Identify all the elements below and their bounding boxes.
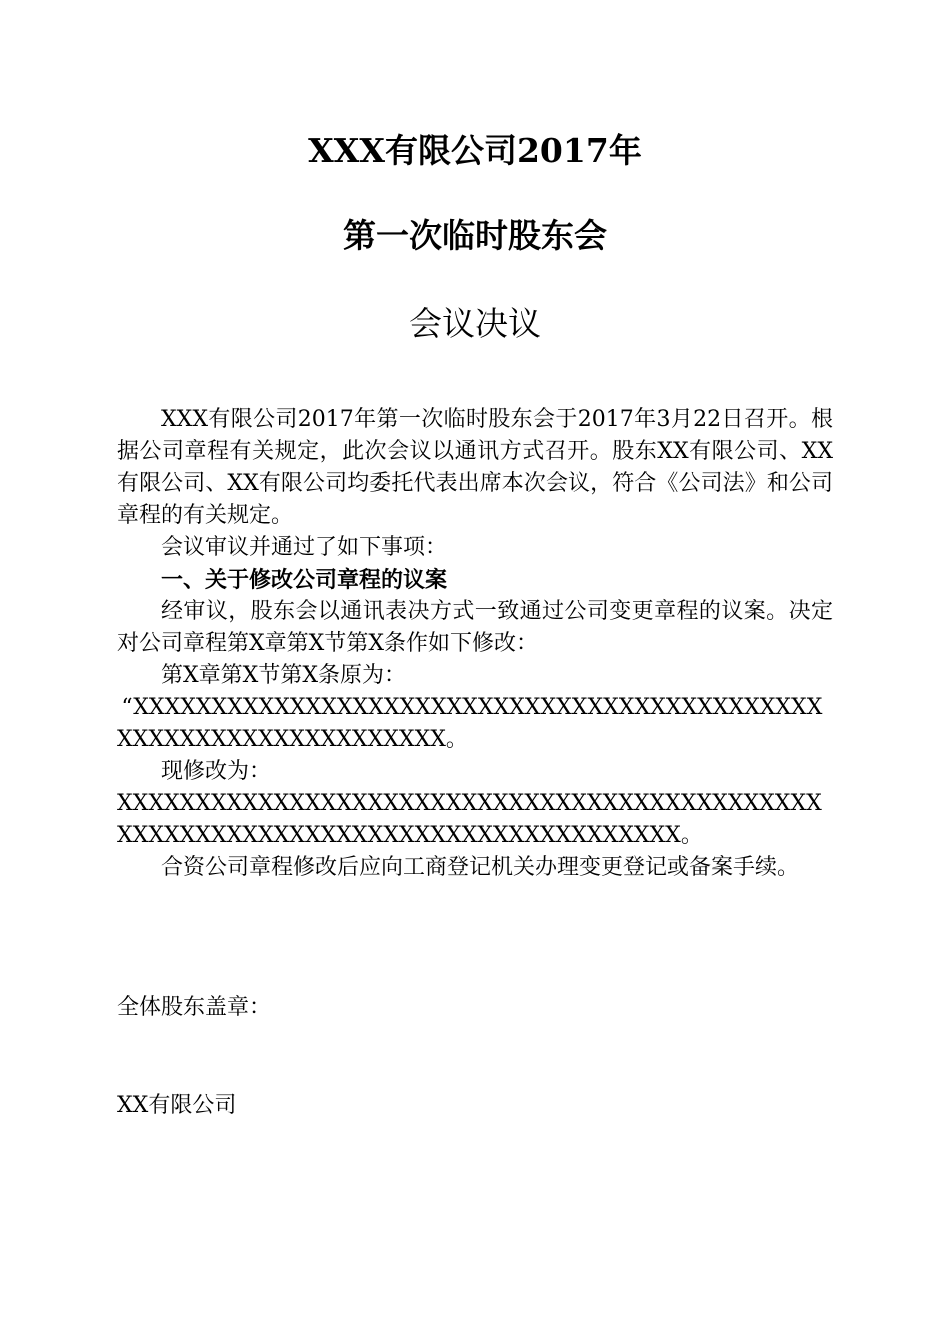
review-paragraph: 会议审议并通过了如下事项：: [161, 535, 448, 560]
document-title-line2: 第一次临时股东会: [343, 216, 607, 255]
original-label: 第X章第X节第X条原为：: [161, 663, 406, 688]
amended-text: XXXXXXXXXXXXXXXXXXXXXXXXXXXXXXXXXXXXXXXXXXXXXXXXXXXXXXXXXXXXXXXXXXXXXXXXXXXXXXXXX。: [117, 791, 822, 848]
document-title-line1: XXX有限公司2017年: [308, 131, 642, 170]
signature-label: 全体股东盖章：: [117, 995, 272, 1020]
intro-paragraph: XXX有限公司2017年第一次临时股东会于2017年3月22日召开。根据公司章程有关规定，此次会议以通讯方式召开。股东XX有限公司、XX有限公司、XX有限公司均委托代表出席本次会议，符合《公司法》和公司章程的有关规定。: [117, 407, 833, 528]
company-label: XX有限公司: [117, 1093, 237, 1118]
amended-label: 现修改为：: [161, 759, 272, 784]
document-body: [117, 404, 833, 884]
item-body-paragraph: 经审议，股东会以通讯表决方式一致通过公司变更章程的议案。决定对公司章程第X章第X节第X条作如下修改：: [117, 599, 833, 656]
original-text: “XXXXXXXXXXXXXXXXXXXXXXXXXXXXXXXXXXXXXXXXXXXXXXXXXXXXXXXXXXXXXXXXX。: [117, 695, 823, 752]
closing-paragraph: 合资公司章程修改后应向工商登记机关办理变更登记或备案手续。: [161, 855, 800, 880]
document-subtitle: 会议决议: [409, 304, 541, 343]
item-heading: 一、关于修改公司章程的议案: [161, 567, 448, 593]
